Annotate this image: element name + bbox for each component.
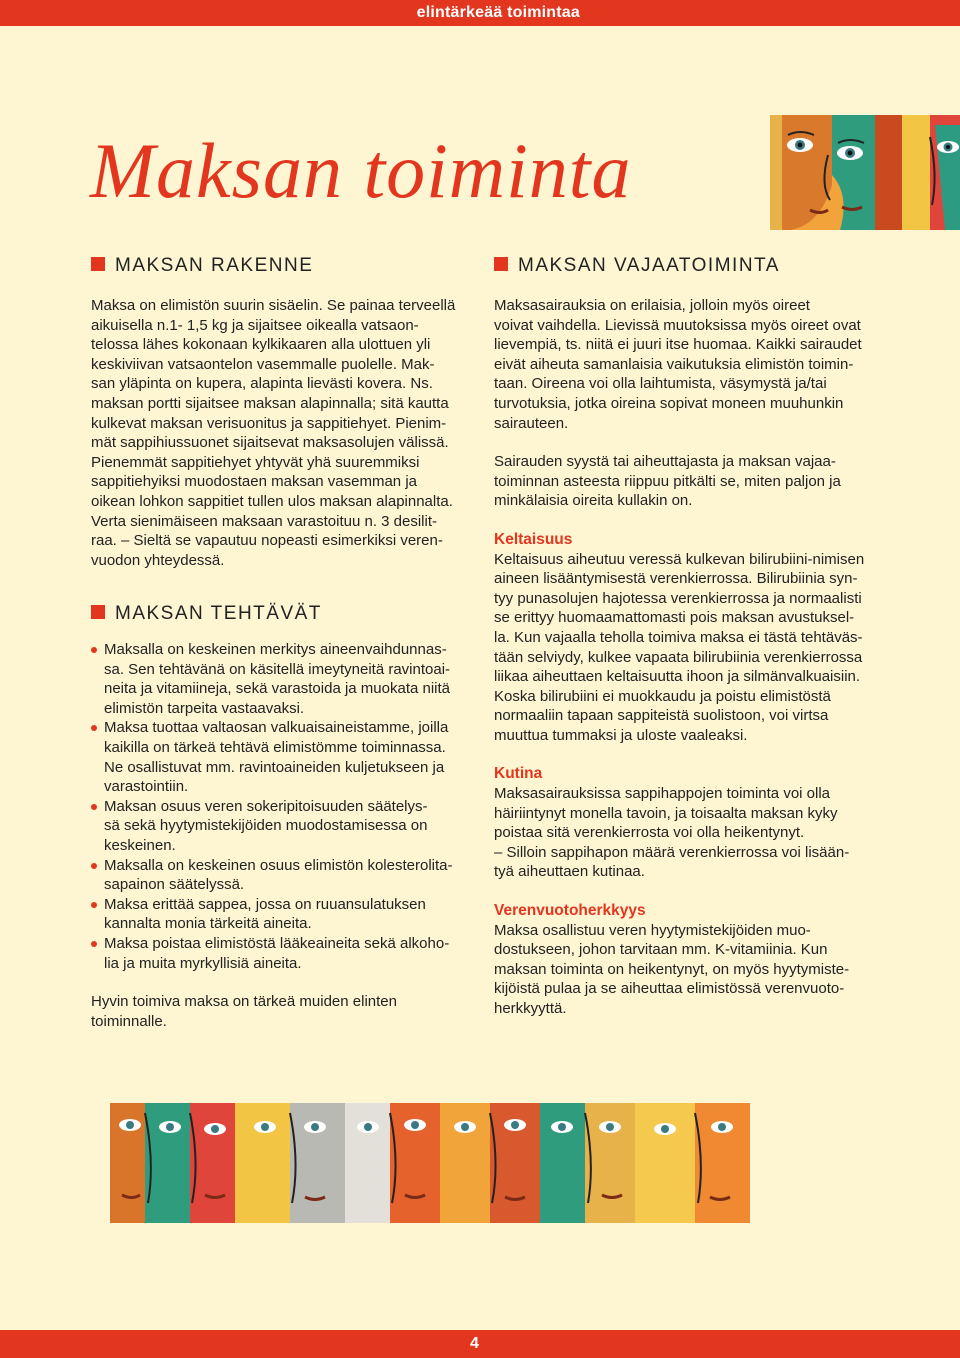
text-line: Pienemmät sappitiehyet yhtyvät yhä suuremmiksi <box>91 453 420 471</box>
heading-square-icon <box>494 257 508 271</box>
bullet-list <box>91 640 481 973</box>
text-line: Maksasairauksissa sappihappojen toiminta voi olla <box>494 785 831 803</box>
text-line: Sairauden syystä tai aiheuttajasta ja maksan vajaa- <box>494 453 836 471</box>
text-line: Hyvin toimiva maksa on tärkeä muiden elinten <box>91 993 397 1011</box>
text-line: vuodon yhteydessä. <box>91 551 225 569</box>
text-line: lia ja muita myrkyllisiä aineita. <box>104 954 302 972</box>
text-line: Maksa tuottaa valtaosan valkuaisaineistamme, joilla <box>104 719 449 737</box>
text-line: lievempiä, ts. niitä ei juuri itse huomaa. Kaikki sairaudet <box>494 336 862 354</box>
closing-paragraph <box>91 992 481 1031</box>
text-line: oikean lohkon sappitiet tullen ulos maksan alapinnalta. <box>91 492 453 510</box>
heading-text: MAKSAN RAKENNE <box>115 255 314 276</box>
list-item <box>91 934 481 973</box>
faces-illustration-top <box>770 115 960 230</box>
faces-strip-icon <box>110 1103 750 1223</box>
text-line: Maksan osuus veren sokeripitoisuuden säätelys- <box>104 797 428 815</box>
tehtavat-list <box>91 640 481 1031</box>
text-line: sa. Sen tehtävänä on käsitellä imeytyneitä ravintoai- <box>104 660 451 678</box>
text-line: la. Kun vajaalla teholla toimiva maksa ei tästä tehtäväs- <box>494 628 863 646</box>
text-line: aikuisella n.1- 1,5 kg ja sijaitsee oikealla vatsaon- <box>91 316 419 334</box>
text-line: Maksalla on keskeinen merkitys aineenvaihdunnas- <box>104 641 447 658</box>
rakenne-text <box>91 296 481 570</box>
text-line: kulkevat maksan verisuonitus ja sappitiehyet. Pienim- <box>91 414 447 432</box>
text-line: Maksalla on keskeinen osuus elimistön kolesterolita- <box>104 856 453 874</box>
section-heading-vajaatoiminta <box>494 255 780 277</box>
heading-square-icon <box>91 257 105 271</box>
vajaatoiminta-text <box>494 296 894 1019</box>
bullet-dot-icon <box>91 725 97 731</box>
text-line: aineen lisääntymisestä verenkierrossa. Bilirubiinia syn- <box>494 570 858 588</box>
text-line: sapainon säätelyssä. <box>104 876 245 894</box>
heading-text: MAKSAN VAJAATOIMINTA <box>518 255 780 276</box>
text-line: Maksasairauksia on erilaisia, jolloin myös oireet <box>494 297 810 314</box>
text-line: Keltaisuus aiheutuu veressä kulkevan bilirubiini-nimisen <box>494 550 865 568</box>
text-line: Maksa on elimistön suurin sisäelin. Se painaa terveellä <box>91 297 456 314</box>
list-item <box>91 718 481 796</box>
text-line: sä sekä hyytymistekijöiden muodostamisessa on <box>104 817 428 835</box>
paragraph <box>494 784 894 882</box>
text-line: liikaa aiheuttaen keltaisuutta ihoon ja silmänvalkuaisiin. <box>494 668 861 686</box>
text-line: turvotuksia, jotka oireina sopivat moneen muuhunkin <box>494 394 844 412</box>
header-label: elintärkeää toimintaa <box>416 4 580 21</box>
text-line: Koska bilirubiini ei muokkaudu ja poistu elimistöstä <box>494 687 831 705</box>
text-line: kannalta monia tärkeitä aineita. <box>104 915 312 933</box>
section-heading-tehtavat <box>91 603 322 625</box>
bullet-dot-icon <box>91 941 97 947</box>
text-line: tään selviydy, kulkee vapaata bilirubiinia verenkierrossa <box>494 648 863 666</box>
text-line: minkälaisia oireita kullakin on. <box>494 492 693 510</box>
text-line: keskeinen. <box>104 836 176 854</box>
heading-text: MAKSAN TEHTÄVÄT <box>115 603 322 624</box>
text-line: Maksa osallistuu veren hyytymistekijöiden muo- <box>494 921 811 939</box>
text-line: se erittyy huomaamattomasti pois maksan avustuksel- <box>494 609 855 627</box>
text-line: kijöistä pulaa ja se aiheuttaa elimistössä verenvuoto- <box>494 980 845 998</box>
text-line: sappitiehyiksi muodostaen maksan vasemman ja <box>91 473 417 491</box>
footer-bar <box>0 1330 960 1358</box>
text-line: maksan portti sijaitsee maksan alapinnalla; sitä kautta <box>91 394 449 412</box>
paragraph <box>494 550 894 746</box>
text-line: keskiviivan vatsaontelon vasemmalle puolelle. Mak- <box>91 355 435 373</box>
page-title: Maksan toiminta <box>90 127 632 214</box>
text-line: taan. Oireena voi olla laihtumista, väsymystä ja/tai <box>494 375 827 393</box>
text-line: sairauteen. <box>494 414 569 432</box>
text-line: mät sappihiussuonet sijaitsevat maksasolujen välissä. <box>91 434 449 452</box>
text-line: maksan toiminta on heikentynyt, on myös hyytymiste- <box>494 960 850 978</box>
list-item <box>91 640 481 718</box>
list-item <box>91 797 481 856</box>
text-line: Maksa poistaa elimistöstä lääkeaineita sekä alkoho- <box>104 934 450 952</box>
subheading-keltaisuus: Keltaisuus <box>494 530 573 548</box>
bullet-dot-icon <box>91 863 97 869</box>
subheading-verenvuotoherkkyys: Verenvuotoherkkyys <box>494 902 646 920</box>
text-line: toiminnan asteesta riippuu pitkälti se, miten paljon ja <box>494 472 841 490</box>
text-line: san yläpinta on kupera, alapinta lievästi kovera. Ns. <box>91 375 433 393</box>
paragraph <box>91 296 481 570</box>
text-line: kaikilla on tärkeä tehtävä elimistömme toiminnassa. <box>104 738 446 756</box>
faces-illustration-bottom <box>110 1103 750 1223</box>
text-line: Maksa erittää sappea, jossa on ruuansulatuksen <box>104 895 426 913</box>
text-line: tyä aiheuttaen kutinaa. <box>494 863 645 881</box>
text-line: muuttua tummaksi ja uloste vaaleaksi. <box>494 726 748 744</box>
paragraph <box>494 296 894 433</box>
text-line: poistaa sitä verenkierrosta voi olla heikentynyt. <box>494 824 805 842</box>
text-line: Ne osallistuvat mm. ravintoaineiden kuljetukseen ja <box>104 758 445 776</box>
heading-square-icon <box>91 605 105 619</box>
text-line: normaaliin tapaan sappiteistä suolistoon, voi virtsa <box>494 707 829 725</box>
text-line: voivat vaihdella. Lievissä muutoksissa myös oireet ovat <box>494 316 861 334</box>
faces-art-icon <box>770 115 960 230</box>
text-line: neita ja vitamiineja, sekä varastoida ja muokata niitä <box>104 680 451 698</box>
bullet-dot-icon <box>91 902 97 908</box>
text-line: Verta sienimäiseen maksaan varastoituu n. 3 desilit- <box>91 512 438 530</box>
list-item <box>91 895 481 934</box>
text-line: elimistön tarpeita vastaavaksi. <box>104 699 305 717</box>
text-line: dostukseen, johon tarvitaan mm. K-vitamiinia. Kun <box>494 941 828 959</box>
subheading-kutina: Kutina <box>494 765 543 783</box>
bullet-dot-icon <box>91 647 97 653</box>
text-line: herkkyyttä. <box>494 1000 567 1017</box>
text-line: eivät aiheuta samanlaisia vaikutuksia elimistön toimin- <box>494 355 854 373</box>
bullet-dot-icon <box>91 804 97 810</box>
text-line: varastointiin. <box>104 778 189 796</box>
text-line: häiriintynyt monella tavoin, ja toisaalta maksan kyky <box>494 804 838 822</box>
text-line: tyy punasolujen hajotessa verenkierrossa ja normaalisti <box>494 589 862 607</box>
page-number: 4 <box>470 1335 479 1352</box>
text-line: – Silloin sappihapon määrä verenkierrossa voi lisään- <box>494 843 850 861</box>
section-heading-rakenne <box>91 255 313 277</box>
paragraph <box>494 452 894 511</box>
text-line: telossa lähes kokonaan kylkikaaren alla ulottuen yli <box>91 336 431 354</box>
header-bar <box>0 0 960 26</box>
paragraph <box>494 921 894 1019</box>
text-line: toiminnalle. <box>91 1012 167 1030</box>
list-item <box>91 856 481 895</box>
text-line: raa. – Sieltä se vapautuu nopeasti esimerkiksi veren- <box>91 532 443 550</box>
